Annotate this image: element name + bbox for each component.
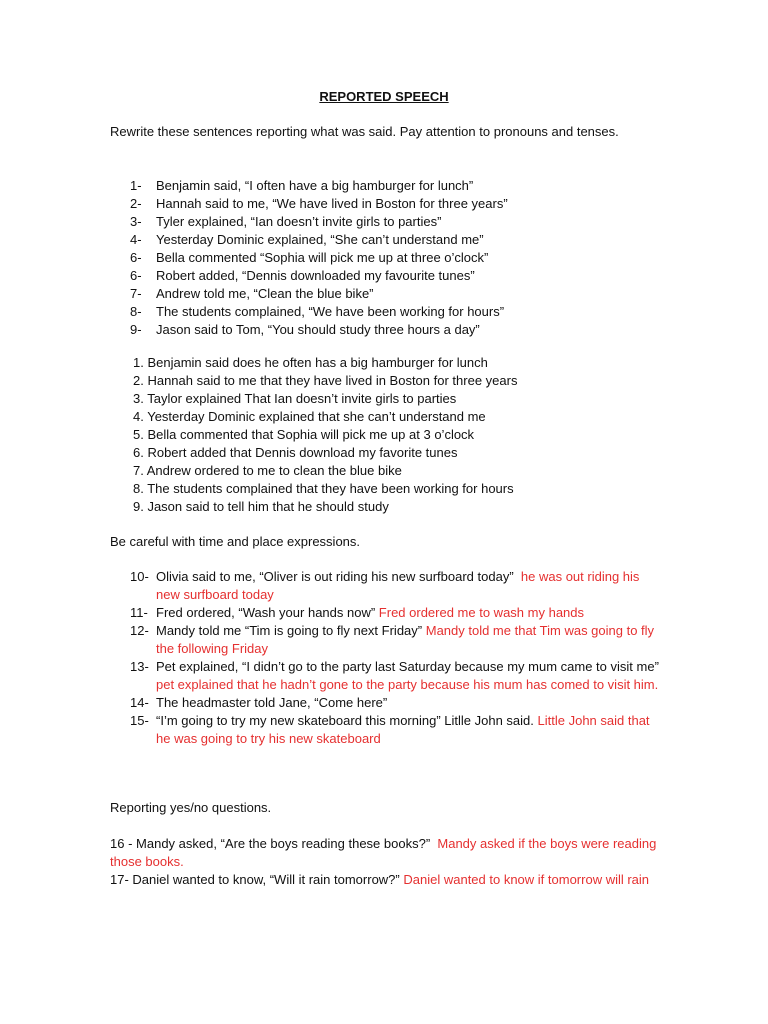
list-item: 12- Mandy told me “Tim is going to fly next Friday” Mandy told me that Tim was going to fly the following Friday — [130, 623, 655, 656]
list-item: 9- Jason said to Tom, “You should study three hours a day” — [130, 322, 480, 337]
list-item: 14- The headmaster told Jane, “Come here” — [130, 695, 388, 710]
list-item: 5. Bella commented that Sophia will pick me up at 3 o’clock — [133, 427, 475, 442]
direct-speech-list — [130, 177, 650, 339]
answer-text: he was out riding his new surfboard today — [156, 569, 640, 602]
answer-text: Mandy asked if the boys were reading those books. — [110, 836, 657, 869]
list-item: 15- “I’m going to try my new skateboard this morning” Litlle John said. Little John said that he was going to try his new skateboard — [130, 713, 650, 746]
list-item: 7- Andrew told me, “Clean the blue bike” — [130, 286, 374, 301]
list-item: 10- Olivia said to me, “Oliver is out riding his new surfboard today” he was out riding his new surfboard today — [130, 569, 640, 602]
answer-text: Fred ordered me to wash my hands — [378, 605, 585, 620]
list-item: 8- The students complained, “We have been working for hours” — [130, 304, 505, 319]
answer-text: pet explained that he hadn’t gone to the party because his mum has comed to visit him. — [156, 677, 659, 692]
list-item: 9. Jason said to tell him that he should study — [133, 499, 389, 514]
list-item: 6. Robert added that Dennis download my favorite tunes — [133, 445, 458, 460]
list-item: 11- Fred ordered, “Wash your hands now” Fred ordered me to wash my hands — [130, 605, 585, 620]
list-item: 3- Tyler explained, “Ian doesn’t invite girls to parties” — [130, 214, 442, 229]
time-place-list — [130, 568, 660, 748]
reported-speech-list — [133, 354, 653, 516]
list-item: 4- Yesterday Dominic explained, “She can’t understand me” — [130, 232, 484, 247]
answer-text: Daniel wanted to know if tomorrow will rain — [403, 872, 650, 887]
list-item: 8. The students complained that they have been working for hours — [133, 481, 514, 496]
list-item: 2- Hannah said to me, “We have lived in Boston for three years” — [130, 196, 508, 211]
list-item: 4. Yesterday Dominic explained that she can’t understand me — [133, 409, 486, 424]
list-item: 2. Hannah said to me that they have lived in Boston for three years — [133, 373, 518, 388]
time-place-heading: Be careful with time and place expressions. — [110, 534, 361, 549]
list-item: 3. Taylor explained That Ian doesn’t invite girls to parties — [133, 391, 457, 406]
list-item: 16 - Mandy asked, “Are the boys reading these books?” Mandy asked if the boys were reading those books. — [110, 836, 657, 869]
list-item: 6- Robert added, “Dennis downloaded my favourite tunes” — [130, 268, 475, 283]
page-title: REPORTED SPEECH — [319, 89, 449, 104]
list-item: 7. Andrew ordered to me to clean the blue bike — [133, 463, 402, 478]
yesno-heading: Reporting yes/no questions. — [110, 800, 272, 815]
answer-text: Mandy told me that Tim was going to fly the following Friday — [156, 623, 655, 656]
instructions: Rewrite these sentences reporting what was said. Pay attention to pronouns and tenses. — [110, 124, 619, 139]
list-item: 1. Benjamin said does he often has a big hamburger for lunch — [133, 355, 488, 370]
list-item: 1- Benjamin said, “I often have a big hamburger for lunch” — [130, 178, 474, 193]
answer-text: Little John said that he was going to try his new skateboard — [156, 713, 650, 746]
yesno-list — [110, 835, 670, 889]
list-item: 13- Pet explained, “I didn’t go to the party last Saturday because my mum came to visit me” pet explained that he hadn’t gone to the party because his mum has comed to visit him. — [130, 659, 659, 692]
list-item: 6- Bella commented “Sophia will pick me up at three o’clock” — [130, 250, 489, 265]
list-item: 17- Daniel wanted to know, “Will it rain tomorrow?” Daniel wanted to know if tomorrow will rain — [110, 872, 650, 887]
